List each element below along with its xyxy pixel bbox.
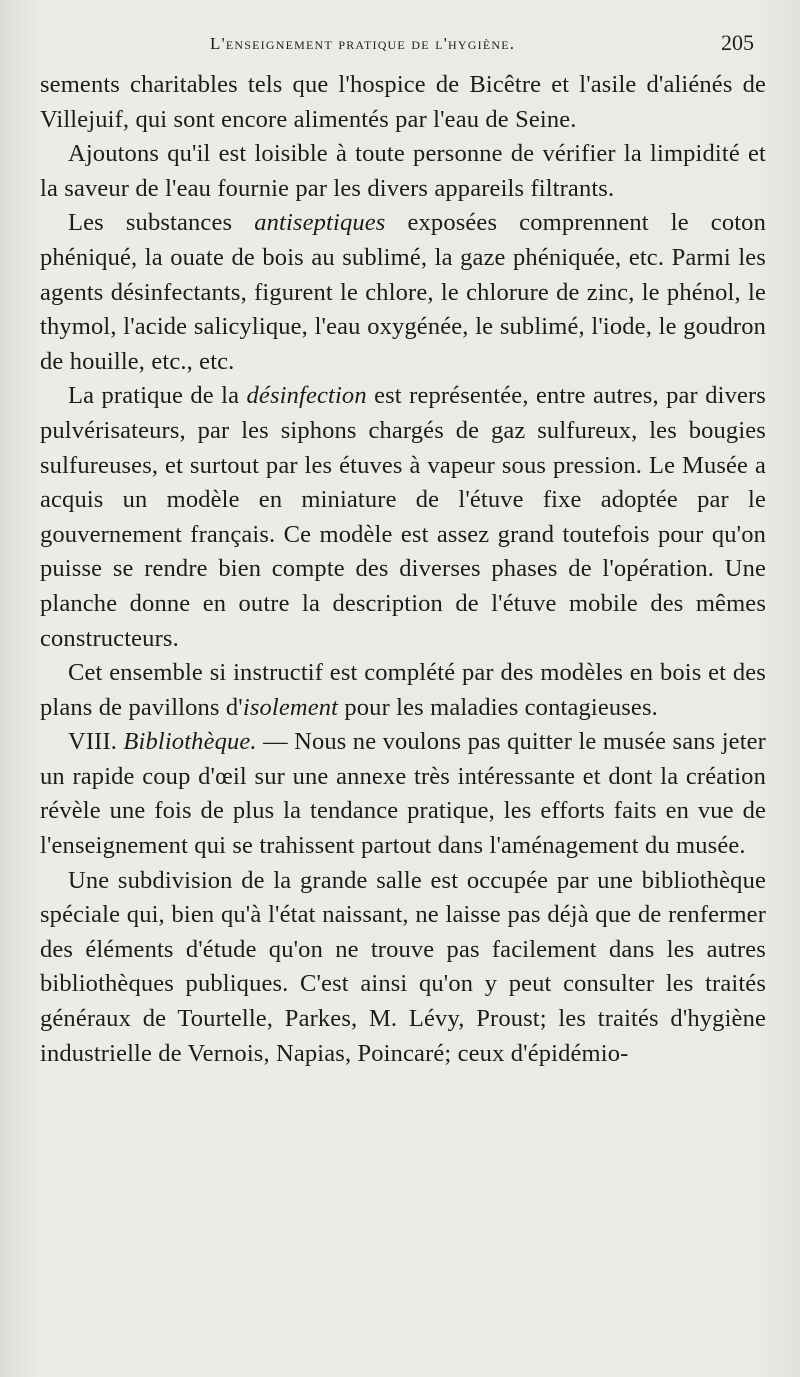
text-run: Cet ensemble si instructif est complété par des modèles en bois et des plans de pavillons d' [40,659,766,721]
paragraph [40,864,766,1072]
text-run: Ajoutons qu'il est loisible à toute personne de vérifier la limpidité et la saveur de l'eau fournie par les divers appareils filtrants. [40,140,766,202]
text-run: pour les maladies contagieuses. [338,693,658,721]
paragraph [40,137,766,206]
italic-term: antiseptiques [254,209,386,237]
text-run: Les substances [68,209,255,237]
paragraph [40,206,766,379]
body-text [40,68,766,1071]
page-number: 205 [721,30,754,55]
text-run: est représentée, entre autres, par divers pulvérisateurs, par les siphons chargés de gaz sulfureux, les bougies sulfureuses, et surtout par les étuves à vapeur sous pression. Le Musée a acquis un modèle en miniature de l'étuve fixe adoptée par le gouvernement français. Ce modèle est assez grand toutefois pour qu'on puisse se rendre bien compte des diverses phases de l'opération. Une planche donne en outre la description de l'étuve mobile des mêmes constructeurs. [40,382,766,652]
page-header [40,0,766,68]
text-run: La pratique de la [68,382,247,410]
text-run: Une subdivision de la grande salle est occupée par une bibliothèque spéciale qui, bien qu'à l'état naissant, ne laisse pas déjà que de renfermer des éléments d'étude qu'on ne trouve pas facilement dans les autres bibliothèques publiques. C'est ainsi qu'on y peut consulter les traités généraux de Tourtelle, Parkes, M. Lévy, Proust; les traités d'hygiène industrielle de Vernois, Napias, Poincaré; ceux d'épidémio- [40,866,766,1067]
paragraph [40,725,766,863]
italic-term: isolement [242,693,339,721]
italic-term: Bibliothèque. [123,728,257,756]
paragraph [40,656,766,725]
text-run: sements charitables tels que l'hospice de Bicêtre et l'asile d'aliénés de Villejuif, qui sont encore alimentés par l'eau de Seine. [40,71,766,133]
paragraph [40,379,766,656]
text-run: exposées comprennent le coton phéniqué, la ouate de bois au sublimé, la gaze phéniquée, etc. Parmi les agents désinfectants, figurent le chlore, le chlorure de zinc, le phénol, le thymol, l'acide salicylique, l'eau oxygénée, le sublimé, l'iode, le goudron de houille, etc., etc. [40,209,766,375]
text-run: VIII. [68,728,124,756]
italic-term: désinfection [246,382,367,410]
text-run: — Nous ne voulons pas quitter le musée sans jeter un rapide coup d'œil sur une annexe très intéressante et dont la création révèle une fois de plus la tendance pratique, les efforts faits en vue de l'enseignement qui se trahissent partout dans l'aménagement du musée. [40,728,766,860]
running-title: L'enseignement pratique de l'hygiène. [210,34,516,53]
paragraph [40,68,766,137]
